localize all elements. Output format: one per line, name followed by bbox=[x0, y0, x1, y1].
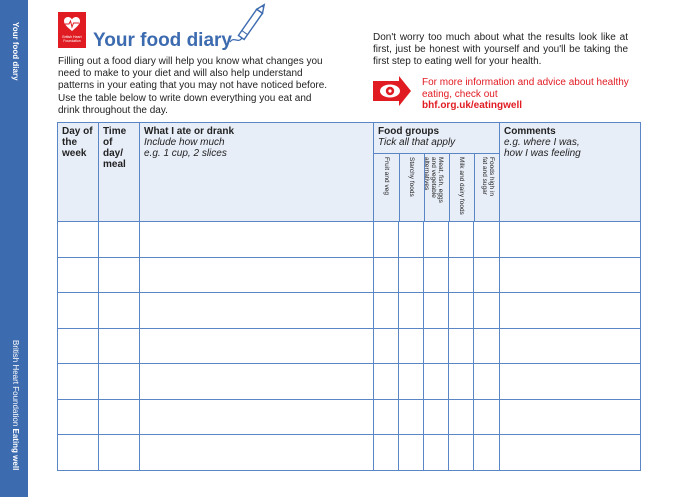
header-comments bbox=[500, 123, 641, 222]
what-cell[interactable] bbox=[140, 399, 374, 435]
food-group-starchy: Starchy foods bbox=[408, 157, 415, 197]
table-header-row bbox=[58, 123, 641, 222]
starchy-cell[interactable] bbox=[399, 222, 424, 258]
header-food-groups bbox=[374, 123, 500, 222]
eye-arrow-icon bbox=[373, 76, 411, 106]
fruit-veg-cell[interactable] bbox=[374, 328, 399, 364]
food-group-fat-sugar: Foods high in fat and sugar bbox=[481, 157, 495, 197]
bhf-logo bbox=[58, 12, 86, 48]
header-time-label: Time of day/ meal bbox=[103, 126, 127, 170]
what-cell[interactable] bbox=[140, 364, 374, 400]
fruit-veg-cell[interactable] bbox=[374, 222, 399, 258]
time-cell[interactable] bbox=[99, 257, 140, 293]
fat-sugar-cell[interactable] bbox=[474, 399, 500, 435]
day-cell[interactable] bbox=[58, 364, 99, 400]
logo-text: British Heart Foundation bbox=[62, 35, 82, 43]
table-row bbox=[58, 293, 641, 329]
time-cell[interactable] bbox=[99, 293, 140, 329]
starchy-cell[interactable] bbox=[399, 257, 424, 293]
reassurance-text: Don't worry too much about what the results look like at first, just be honest with yourself and you'll be taking the first step to eating well for your health. bbox=[373, 32, 628, 68]
sidebar-top-label-wrap bbox=[0, 22, 28, 112]
what-cell[interactable] bbox=[140, 293, 374, 329]
starchy-cell[interactable] bbox=[399, 435, 424, 471]
more-info-link[interactable]: bhf.org.uk/eatingwell bbox=[422, 100, 523, 111]
meat-fish-cell[interactable] bbox=[424, 257, 449, 293]
header-food-groups-hint: Tick all that apply bbox=[378, 137, 456, 148]
header-comments-hint-1: e.g. where I was, bbox=[504, 137, 580, 148]
fat-sugar-cell[interactable] bbox=[474, 364, 500, 400]
food-group-fruit-veg: Fruit and veg bbox=[383, 157, 390, 195]
header-food-groups-label: Food groups bbox=[378, 126, 440, 137]
sidebar-bottom-label bbox=[11, 340, 20, 470]
comments-cell[interactable] bbox=[500, 257, 641, 293]
food-group-meat-fish: Meat, fish, eggs and vegetable alternatives bbox=[423, 157, 444, 203]
comments-cell[interactable] bbox=[500, 328, 641, 364]
meat-fish-cell[interactable] bbox=[424, 435, 449, 471]
sidebar-top-label: Your food diary bbox=[11, 22, 20, 81]
header-what-hint-1: Include how much bbox=[144, 137, 225, 148]
table-row bbox=[58, 257, 641, 293]
time-cell[interactable] bbox=[99, 328, 140, 364]
meat-fish-cell[interactable] bbox=[424, 328, 449, 364]
more-info bbox=[422, 77, 632, 112]
fruit-veg-cell[interactable] bbox=[374, 364, 399, 400]
table-row bbox=[58, 222, 641, 258]
page-title: Your food diary bbox=[93, 30, 232, 51]
table-row bbox=[58, 399, 641, 435]
food-group-milk-dairy: Milk and dairy foods bbox=[458, 157, 465, 215]
time-cell[interactable] bbox=[99, 364, 140, 400]
header-day bbox=[58, 123, 99, 222]
fat-sugar-cell[interactable] bbox=[474, 328, 500, 364]
header-day-label: Day of the week bbox=[62, 126, 93, 159]
fruit-veg-cell[interactable] bbox=[374, 435, 399, 471]
header-comments-label: Comments bbox=[504, 126, 556, 137]
starchy-cell[interactable] bbox=[399, 293, 424, 329]
day-cell[interactable] bbox=[58, 222, 99, 258]
starchy-cell[interactable] bbox=[399, 364, 424, 400]
more-info-text: For more information and advice about healthy eating, check out bbox=[422, 77, 629, 100]
starchy-cell[interactable] bbox=[399, 399, 424, 435]
milk-dairy-cell[interactable] bbox=[449, 293, 474, 329]
comments-cell[interactable] bbox=[500, 399, 641, 435]
diary-body bbox=[58, 222, 641, 471]
milk-dairy-cell[interactable] bbox=[449, 435, 474, 471]
meat-fish-cell[interactable] bbox=[424, 399, 449, 435]
header-what-label: What I ate or drank bbox=[144, 126, 235, 137]
milk-dairy-cell[interactable] bbox=[449, 222, 474, 258]
sidebar-band bbox=[0, 0, 28, 497]
table-row bbox=[58, 328, 641, 364]
fat-sugar-cell[interactable] bbox=[474, 257, 500, 293]
heart-icon bbox=[63, 16, 81, 32]
fruit-veg-cell[interactable] bbox=[374, 399, 399, 435]
milk-dairy-cell[interactable] bbox=[449, 364, 474, 400]
meat-fish-cell[interactable] bbox=[424, 364, 449, 400]
starchy-cell[interactable] bbox=[399, 328, 424, 364]
time-cell[interactable] bbox=[99, 222, 140, 258]
comments-cell[interactable] bbox=[500, 293, 641, 329]
comments-cell[interactable] bbox=[500, 435, 641, 471]
food-group-columns bbox=[374, 153, 499, 221]
sidebar-org: British Heart Foundation bbox=[11, 340, 20, 427]
day-cell[interactable] bbox=[58, 293, 99, 329]
what-cell[interactable] bbox=[140, 222, 374, 258]
comments-cell[interactable] bbox=[500, 222, 641, 258]
day-cell[interactable] bbox=[58, 328, 99, 364]
header-time bbox=[99, 123, 140, 222]
sidebar-bottom-label-wrap bbox=[0, 340, 28, 490]
table-row bbox=[58, 435, 641, 471]
intro-text: Filling out a food diary will help you know what changes you need to make to your diet and will also help understand patterns in your eating that you may not have noticed before. Use the table below to write down everything you eat and drink throughout the day. bbox=[58, 56, 328, 116]
header-what-hint-2: e.g. 1 cup, 2 slices bbox=[144, 148, 227, 159]
page-corner bbox=[28, 0, 42, 497]
comments-cell[interactable] bbox=[500, 364, 641, 400]
what-cell[interactable] bbox=[140, 435, 374, 471]
fruit-veg-cell[interactable] bbox=[374, 257, 399, 293]
pencil-icon bbox=[228, 0, 276, 46]
fat-sugar-cell[interactable] bbox=[474, 293, 500, 329]
fat-sugar-cell[interactable] bbox=[474, 222, 500, 258]
meat-fish-cell[interactable] bbox=[424, 222, 449, 258]
fat-sugar-cell[interactable] bbox=[474, 435, 500, 471]
food-diary-table bbox=[57, 122, 641, 471]
milk-dairy-cell[interactable] bbox=[449, 328, 474, 364]
day-cell[interactable] bbox=[58, 257, 99, 293]
fruit-veg-cell[interactable] bbox=[374, 293, 399, 329]
time-cell[interactable] bbox=[99, 435, 140, 471]
sidebar-topic: Eating well bbox=[11, 428, 20, 471]
header-what bbox=[140, 123, 374, 222]
time-cell[interactable] bbox=[99, 399, 140, 435]
day-cell[interactable] bbox=[58, 399, 99, 435]
milk-dairy-cell[interactable] bbox=[449, 399, 474, 435]
day-cell[interactable] bbox=[58, 435, 99, 471]
meat-fish-cell[interactable] bbox=[424, 293, 449, 329]
milk-dairy-cell[interactable] bbox=[449, 257, 474, 293]
what-cell[interactable] bbox=[140, 257, 374, 293]
header-comments-hint-2: how I was feeling bbox=[504, 148, 581, 159]
what-cell[interactable] bbox=[140, 328, 374, 364]
table-row bbox=[58, 364, 641, 400]
